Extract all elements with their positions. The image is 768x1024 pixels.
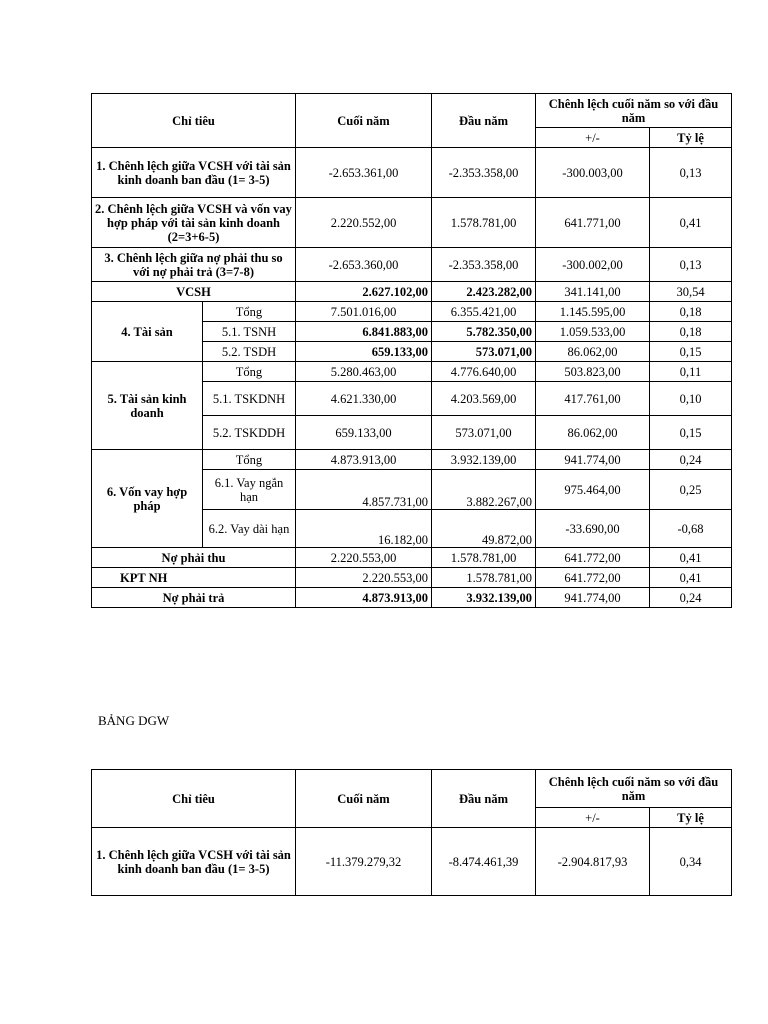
- cell-dau-nam: 4.776.640,00: [432, 362, 536, 382]
- cell-dau-nam: 3.932.139,00: [432, 450, 536, 470]
- row-label: VCSH: [92, 282, 296, 302]
- table-row: [92, 198, 732, 248]
- cell-ty-le: -0,68: [650, 510, 732, 548]
- sub-label: 6.2. Vay dài hạn: [203, 510, 296, 548]
- cell-dau-nam: 3.932.139,00: [432, 588, 536, 608]
- cell-ty-le: 0,10: [650, 382, 732, 416]
- row-label: Nợ phải thu: [92, 548, 296, 568]
- cell-plus-minus: 975.464,00: [536, 470, 650, 510]
- header-chenh-lech: Chênh lệch cuối năm so với đầu năm: [536, 770, 732, 808]
- table-header-row: [92, 770, 732, 808]
- cell-dau-nam: 1.578.781,00: [432, 568, 536, 588]
- cell-cuoi-nam: 2.627.102,00: [296, 282, 432, 302]
- cell-plus-minus: -300.002,00: [536, 248, 650, 282]
- table-header-row: [92, 94, 732, 128]
- sub-label: 5.1. TSKDNH: [203, 382, 296, 416]
- cell-ty-le: 0,24: [650, 450, 732, 470]
- cell-plus-minus: 1.059.533,00: [536, 322, 650, 342]
- cell-dau-nam: 573.071,00: [432, 416, 536, 450]
- cell-dau-nam: 1.578.781,00: [432, 548, 536, 568]
- header-dau-nam: Đầu năm: [432, 94, 536, 148]
- cell-plus-minus: 641.772,00: [536, 548, 650, 568]
- cell-plus-minus: 503.823,00: [536, 362, 650, 382]
- row-label: 2. Chênh lệch giữa VCSH và vốn vay hợp pháp với tài sản kinh doanh (2=3+6-5): [92, 198, 296, 248]
- cell-ty-le: 0,18: [650, 302, 732, 322]
- cell-cuoi-nam: 4.621.330,00: [296, 382, 432, 416]
- cell-cuoi-nam: 659.133,00: [296, 342, 432, 362]
- cell-cuoi-nam: -2.653.360,00: [296, 248, 432, 282]
- header-ty-le: Tỷ lệ: [650, 128, 732, 148]
- cell-dau-nam: 5.782.350,00: [432, 322, 536, 342]
- cell-dau-nam: 4.203.569,00: [432, 382, 536, 416]
- table-row: [92, 362, 732, 382]
- cell-cuoi-nam: 4.857.731,00: [296, 470, 432, 510]
- header-dau-nam: Đầu năm: [432, 770, 536, 828]
- cell-cuoi-nam: 16.182,00: [296, 510, 432, 548]
- header-cuoi-nam: Cuối năm: [296, 770, 432, 828]
- cell-plus-minus: 417.761,00: [536, 382, 650, 416]
- sub-label: 5.2. TSDH: [203, 342, 296, 362]
- cell-plus-minus: 1.145.595,00: [536, 302, 650, 322]
- cell-plus-minus: -300.003,00: [536, 148, 650, 198]
- table-row: [92, 588, 732, 608]
- group-label: 6. Vốn vay hợp pháp: [92, 450, 203, 548]
- header-plus-minus: +/-: [536, 128, 650, 148]
- cell-plus-minus: -33.690,00: [536, 510, 650, 548]
- cell-plus-minus: 86.062,00: [536, 416, 650, 450]
- table-row: [92, 568, 732, 588]
- cell-plus-minus: 941.774,00: [536, 450, 650, 470]
- cell-cuoi-nam: 7.501.016,00: [296, 302, 432, 322]
- table-row: [92, 450, 732, 470]
- cell-dau-nam: 3.882.267,00: [432, 470, 536, 510]
- summary-table: [91, 93, 732, 608]
- cell-ty-le: 0,41: [650, 568, 732, 588]
- cell-ty-le: 0,24: [650, 588, 732, 608]
- cell-cuoi-nam: 4.873.913,00: [296, 450, 432, 470]
- cell-plus-minus: 941.774,00: [536, 588, 650, 608]
- sub-label: Tổng: [203, 362, 296, 382]
- header-chi-tieu: Chỉ tiêu: [92, 94, 296, 148]
- cell-cuoi-nam: -2.653.361,00: [296, 148, 432, 198]
- cell-cuoi-nam: 2.220.553,00: [296, 548, 432, 568]
- table-row: [92, 828, 732, 896]
- cell-plus-minus: 641.772,00: [536, 568, 650, 588]
- group-label: 5. Tài sản kinh doanh: [92, 362, 203, 450]
- cell-ty-le: 0,41: [650, 548, 732, 568]
- sub-label: Tổng: [203, 450, 296, 470]
- table-row: [92, 302, 732, 322]
- cell-plus-minus: 86.062,00: [536, 342, 650, 362]
- cell-ty-le: 0,13: [650, 148, 732, 198]
- cell-ty-le: 30,54: [650, 282, 732, 302]
- group-label: 4. Tài sản: [92, 302, 203, 362]
- cell-cuoi-nam: -11.379.279,32: [296, 828, 432, 896]
- sub-label: 5.1. TSNH: [203, 322, 296, 342]
- cell-dau-nam: 573.071,00: [432, 342, 536, 362]
- cell-cuoi-nam: 2.220.552,00: [296, 198, 432, 248]
- cell-dau-nam: 1.578.781,00: [432, 198, 536, 248]
- cell-cuoi-nam: 4.873.913,00: [296, 588, 432, 608]
- cell-ty-le: 0,15: [650, 416, 732, 450]
- cell-dau-nam: -8.474.461,39: [432, 828, 536, 896]
- cell-plus-minus: 341.141,00: [536, 282, 650, 302]
- cell-cuoi-nam: 659.133,00: [296, 416, 432, 450]
- row-label: KPT NH: [92, 568, 296, 588]
- cell-plus-minus: 641.771,00: [536, 198, 650, 248]
- cell-plus-minus: -2.904.817,93: [536, 828, 650, 896]
- table-row: [92, 148, 732, 198]
- cell-dau-nam: 2.423.282,00: [432, 282, 536, 302]
- row-label: 1. Chênh lệch giữa VCSH với tài sản kinh doanh ban đầu (1= 3-5): [92, 148, 296, 198]
- cell-ty-le: 0,25: [650, 470, 732, 510]
- cell-cuoi-nam: 2.220.553,00: [296, 568, 432, 588]
- dgw-table: [91, 769, 732, 896]
- sub-label: 5.2. TSKDDH: [203, 416, 296, 450]
- header-cuoi-nam: Cuối năm: [296, 94, 432, 148]
- sub-label: Tổng: [203, 302, 296, 322]
- header-ty-le: Tỷ lệ: [650, 808, 732, 828]
- cell-cuoi-nam: 5.280.463,00: [296, 362, 432, 382]
- header-plus-minus: +/-: [536, 808, 650, 828]
- cell-cuoi-nam: 6.841.883,00: [296, 322, 432, 342]
- cell-ty-le: 0,11: [650, 362, 732, 382]
- table-row: [92, 282, 732, 302]
- sub-label: 6.1. Vay ngắn hạn: [203, 470, 296, 510]
- cell-ty-le: 0,18: [650, 322, 732, 342]
- cell-dau-nam: 49.872,00: [432, 510, 536, 548]
- cell-ty-le: 0,13: [650, 248, 732, 282]
- cell-dau-nam: -2.353.358,00: [432, 248, 536, 282]
- header-chenh-lech: Chênh lệch cuối năm so với đầu năm: [536, 94, 732, 128]
- cell-dau-nam: 6.355.421,00: [432, 302, 536, 322]
- table-caption: BẢNG DGW: [98, 713, 170, 728]
- cell-ty-le: 0,41: [650, 198, 732, 248]
- cell-ty-le: 0,15: [650, 342, 732, 362]
- header-chi-tieu: Chỉ tiêu: [92, 770, 296, 828]
- row-label: 3. Chênh lệch giữa nợ phải thu so với nợ phải trả (3=7-8): [92, 248, 296, 282]
- row-label: Nợ phải trả: [92, 588, 296, 608]
- cell-ty-le: 0,34: [650, 828, 732, 896]
- table-row: [92, 248, 732, 282]
- row-label: 1. Chênh lệch giữa VCSH với tài sản kinh doanh ban đầu (1= 3-5): [92, 828, 296, 896]
- table-row: [92, 548, 732, 568]
- cell-dau-nam: -2.353.358,00: [432, 148, 536, 198]
